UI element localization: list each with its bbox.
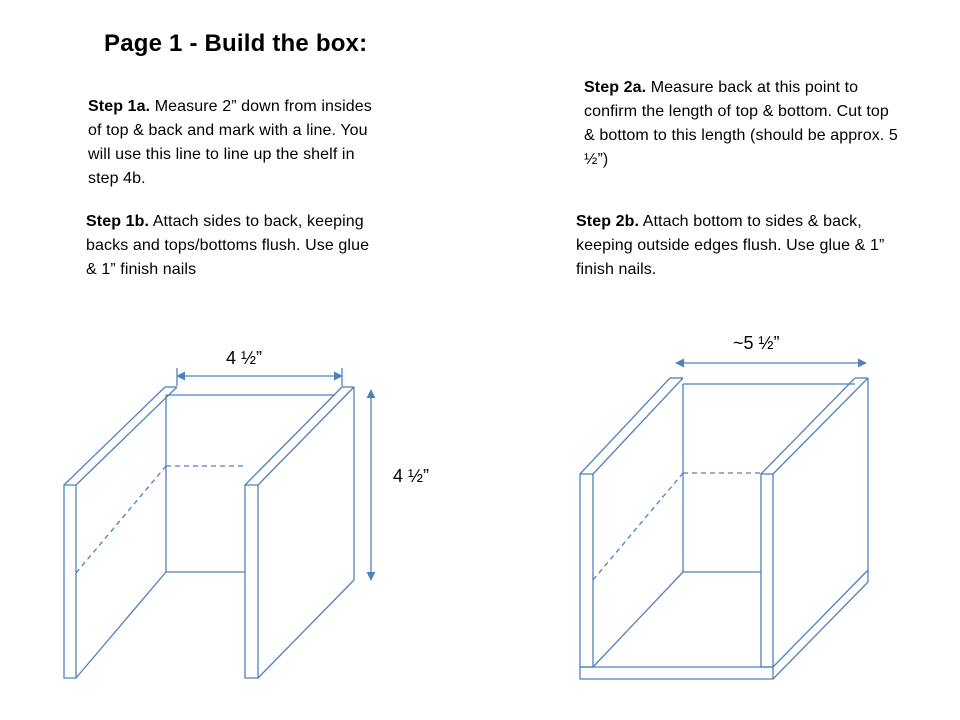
box-1-left-side bbox=[64, 387, 177, 678]
box-1-height-label: 4 ½” bbox=[393, 466, 430, 486]
box-1-drawing bbox=[64, 368, 371, 678]
box-2-width-label: ~5 ½” bbox=[733, 333, 780, 353]
box-2-bottom-panel bbox=[580, 570, 868, 679]
step-2b-label: Step 2b. bbox=[576, 213, 640, 230]
box-1-width-label: 4 ½” bbox=[226, 348, 263, 368]
box-2-left-side bbox=[580, 378, 683, 667]
box-1-shelf-guide-line bbox=[76, 466, 245, 573]
step-2b-body: Attach bottom to sides & back, keeping outside edges flush. Use glue & 1” finish nails. bbox=[576, 213, 885, 278]
step-1a-body: Measure 2” down from insides of top & back and mark with a line. You will use this line to line up the shelf in step 4b. bbox=[88, 98, 372, 187]
box-2-drawing bbox=[580, 363, 868, 679]
box-2-measure-line bbox=[593, 473, 761, 580]
step-1b-body: Attach sides to back, keeping backs and tops/bottoms flush. Use glue & 1” finish nails bbox=[86, 213, 370, 278]
box-1-right-side bbox=[245, 387, 354, 678]
step-1a-label: Step 1a. bbox=[88, 98, 151, 115]
box-2-right-side bbox=[761, 378, 868, 667]
step-2a-label: Step 2a. bbox=[584, 79, 647, 96]
step-1b-label: Step 1b. bbox=[86, 213, 150, 230]
box-1-back-panel bbox=[166, 395, 335, 572]
box-2-back-panel bbox=[683, 384, 855, 572]
step-2a-body: Measure back at this point to confirm the length of top & bottom. Cut top & bottom to this length (should be approx. 5 ½”) bbox=[584, 79, 898, 168]
page-title: Page 1 - Build the box: bbox=[104, 30, 368, 57]
